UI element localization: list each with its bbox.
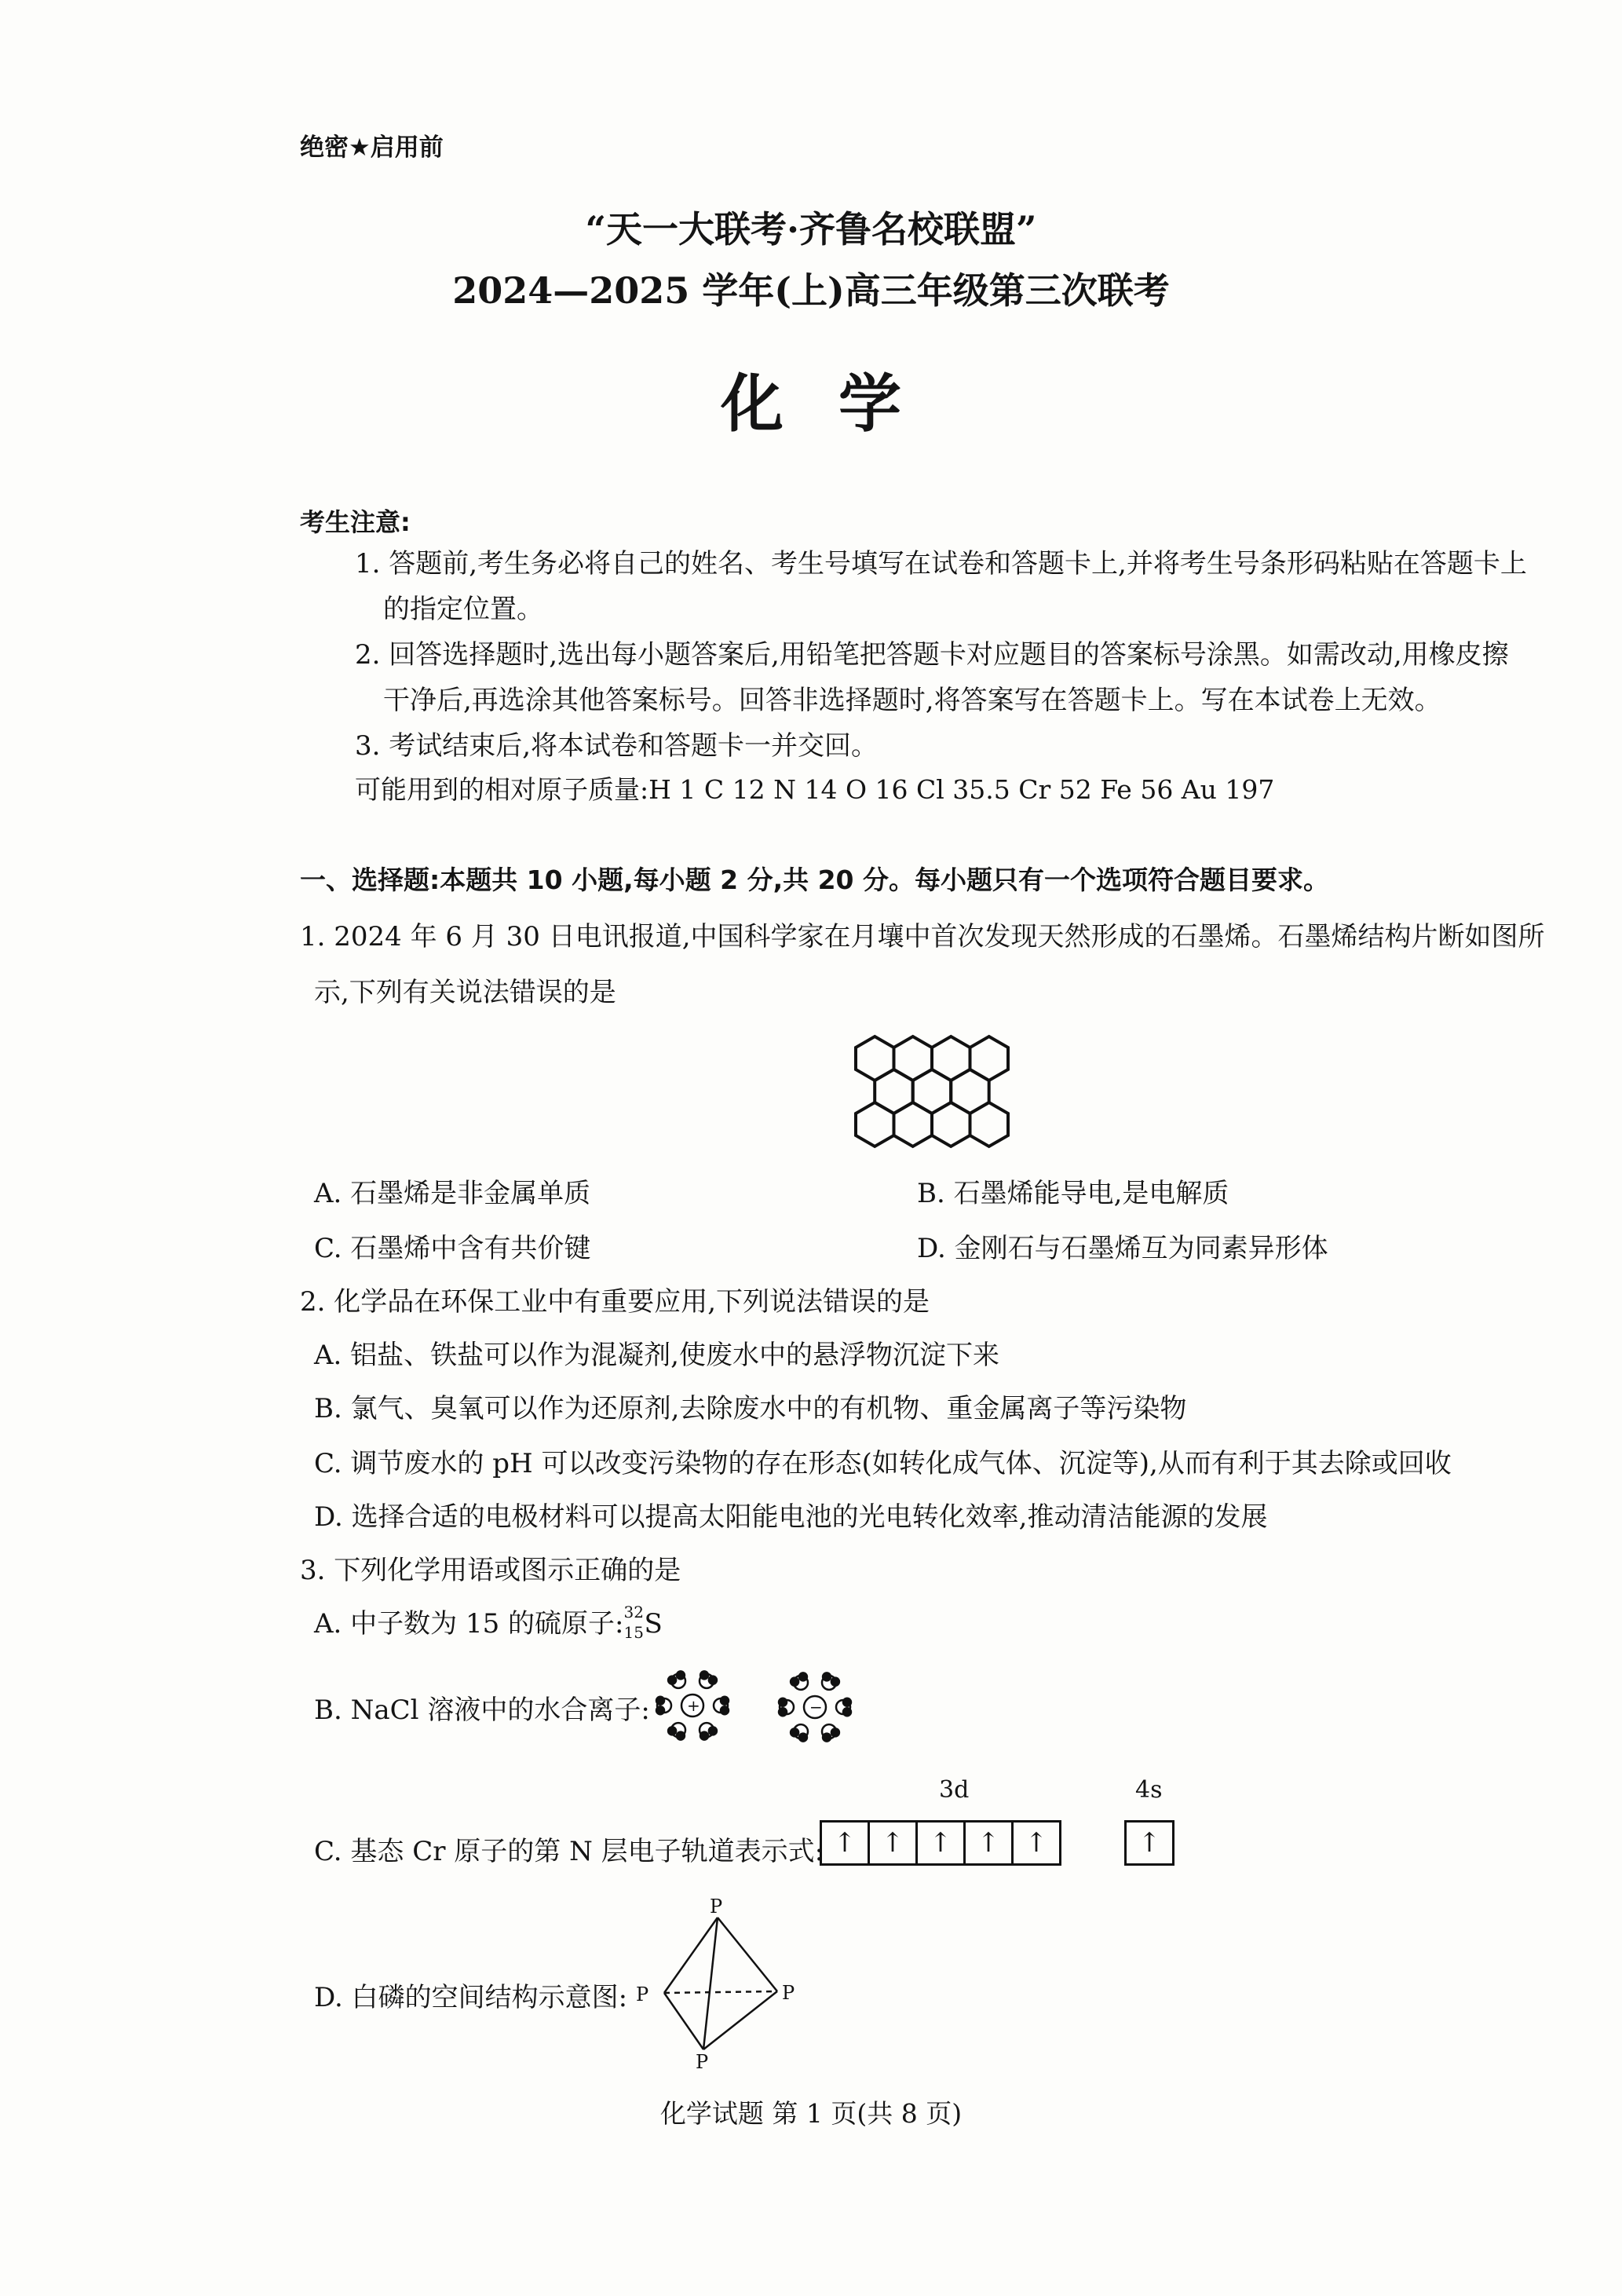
notice-item: 2. 回答选择题时,选出每小题答案后,用铅笔把答题卡对应题目的答案标号涂黑。如需改动,用橡皮擦 bbox=[355, 639, 1509, 671]
water-hydrogen bbox=[656, 1697, 664, 1705]
atomic-number: 15 bbox=[623, 1623, 644, 1642]
phosphorus-atom-label: P bbox=[710, 1899, 723, 1918]
water-hydrogen bbox=[831, 1728, 839, 1736]
water-hydrogen bbox=[677, 1671, 685, 1679]
question-1-stem: 示,下列有关说法错误的是 bbox=[314, 977, 616, 1008]
question-2-stem: 2. 化学品在环保工业中有重要应用,下列说法错误的是 bbox=[300, 1286, 930, 1318]
hexagon-ring bbox=[970, 1102, 1009, 1146]
subject-title: 化学 bbox=[721, 367, 956, 441]
orbital-box-4s bbox=[1124, 1820, 1174, 1866]
water-hydrogen bbox=[779, 1708, 787, 1716]
notice-item: 1. 答题前,考生务必将自己的姓名、考生号填写在试卷和答题卡上,并将考生号条形码粘贴在答题卡上 bbox=[355, 548, 1527, 579]
mass-number: 32 bbox=[623, 1603, 644, 1621]
water-hydrogen bbox=[656, 1706, 664, 1714]
question-2-option-b: B. 氯气、臭氧可以作为还原剂,去除废水中的有机物、重金属离子等污染物 bbox=[314, 1393, 1187, 1424]
question-3-stem: 3. 下列化学用语或图示正确的是 bbox=[300, 1555, 681, 1586]
element-symbol: S bbox=[644, 1608, 663, 1640]
water-hydrogen bbox=[721, 1706, 729, 1714]
notice-item: 3. 考试结束后,将本试卷和答题卡一并交回。 bbox=[355, 730, 879, 762]
question-3-option-c: C. 基态 Cr 原子的第 N 层电子轨道表示式: bbox=[314, 1836, 824, 1867]
water-hydrogen bbox=[831, 1678, 839, 1686]
question-1-option-d: D. 金刚石与石墨烯互为同素异形体 bbox=[917, 1233, 1328, 1264]
water-hydrogen bbox=[721, 1697, 729, 1705]
water-hydrogen bbox=[791, 1678, 798, 1686]
exam-title-line2: 2024—2025 学年(上)高三年级第三次联考 bbox=[452, 269, 1170, 312]
page-footer: 化学试题 第 1 页(共 8 页) bbox=[659, 2098, 963, 2129]
confidential-label: 绝密★启用前 bbox=[300, 133, 444, 162]
exam-title-line1: “天一大联考·齐鲁名校联盟” bbox=[585, 208, 1037, 250]
hydrated-ions-diagram bbox=[644, 1658, 879, 1753]
water-hydrogen bbox=[668, 1727, 676, 1735]
water-hydrogen bbox=[779, 1698, 787, 1706]
question-1-option-c: C. 石墨烯中含有共价键 bbox=[314, 1233, 591, 1264]
water-hydrogen bbox=[791, 1728, 798, 1736]
water-hydrogen bbox=[823, 1734, 831, 1742]
phosphorus-atom-label: P bbox=[782, 1982, 795, 2004]
orbital-box: ↑ bbox=[820, 1820, 870, 1866]
orbital-box: ↑ bbox=[868, 1820, 918, 1866]
water-hydrogen bbox=[677, 1732, 685, 1740]
water-hydrogen bbox=[843, 1698, 851, 1706]
water-hydrogen bbox=[843, 1708, 851, 1716]
chloride-ion-sign: − bbox=[809, 1698, 823, 1717]
water-hydrogen bbox=[799, 1673, 807, 1680]
question-3-option-d: D. 白磷的空间结构示意图: bbox=[314, 1982, 628, 2013]
atomic-masses: 可能用到的相对原子质量:H 1 C 12 N 14 O 16 Cl 35.5 Cr 52 Fe 56 Au 197 bbox=[355, 774, 1275, 805]
white-phosphorus-tetrahedron bbox=[628, 1899, 809, 2071]
question-2-option-d: D. 选择合适的电极材料可以提高太阳能电池的光电转化效率,推动清洁能源的发展 bbox=[314, 1501, 1268, 1533]
notice-item: 的指定位置。 bbox=[383, 594, 543, 625]
hexagon-ring bbox=[894, 1102, 933, 1146]
water-hydrogen bbox=[709, 1727, 717, 1735]
hexagon-ring bbox=[932, 1102, 970, 1146]
orbital-label-4s: 4s bbox=[1135, 1776, 1163, 1804]
question-3-option-b: B. NaCl 溶液中的水合离子: bbox=[314, 1695, 650, 1726]
water-hydrogen bbox=[799, 1734, 807, 1742]
water-hydrogen bbox=[668, 1676, 676, 1684]
question-2-option-c: C. 调节废水的 pH 可以改变污染物的存在形态(如转化成气体、沉淀等),从而有利于其去除或回收 bbox=[314, 1448, 1452, 1479]
water-hydrogen bbox=[700, 1732, 708, 1740]
nuclide-notation bbox=[623, 1603, 645, 1642]
hexagon-ring bbox=[856, 1102, 894, 1146]
orbital-box: ↑ bbox=[915, 1820, 966, 1866]
water-hydrogen bbox=[709, 1676, 717, 1684]
phosphorus-atom-label: P bbox=[636, 1983, 649, 2005]
option-a-text: A. 中子数为 15 的硫原子: bbox=[314, 1608, 624, 1640]
orbital-box: ↑ bbox=[963, 1820, 1014, 1866]
orbital-boxes-3d bbox=[820, 1820, 1061, 1866]
question-2-option-a: A. 铝盐、铁盐可以作为混凝剂,使废水中的悬浮物沉淀下来 bbox=[314, 1340, 999, 1371]
orbital-box: ↑ bbox=[1011, 1820, 1061, 1866]
question-1-option-b: B. 石墨烯能导电,是电解质 bbox=[917, 1178, 1229, 1209]
section-heading: 一、选择题:本题共 10 小题,每小题 2 分,共 20 分。每小题只有一个选项符合题目要求。 bbox=[300, 865, 1330, 895]
water-hydrogen bbox=[700, 1671, 708, 1679]
notice-heading: 考生注意: bbox=[300, 507, 411, 537]
question-3-option-a bbox=[314, 1602, 663, 1640]
orbital-label-3d: 3d bbox=[939, 1776, 970, 1804]
sodium-ion-sign: + bbox=[687, 1696, 700, 1715]
phosphorus-atom-label: P bbox=[696, 2051, 709, 2071]
orbital-box: ↑ bbox=[1124, 1820, 1174, 1866]
water-hydrogen bbox=[823, 1673, 831, 1680]
question-1-stem: 1. 2024 年 6 月 30 日电讯报道,中国科学家在月壤中首次发现天然形成的石墨烯。石墨烯结构片断如图所 bbox=[300, 921, 1545, 952]
graphene-structure-diagram bbox=[832, 1013, 1036, 1154]
question-1-option-a: A. 石墨烯是非金属单质 bbox=[314, 1178, 591, 1209]
notice-item: 干净后,再选涂其他答案标号。回答非选择题时,将答案写在答题卡上。写在本试卷上无效。 bbox=[383, 685, 1441, 716]
